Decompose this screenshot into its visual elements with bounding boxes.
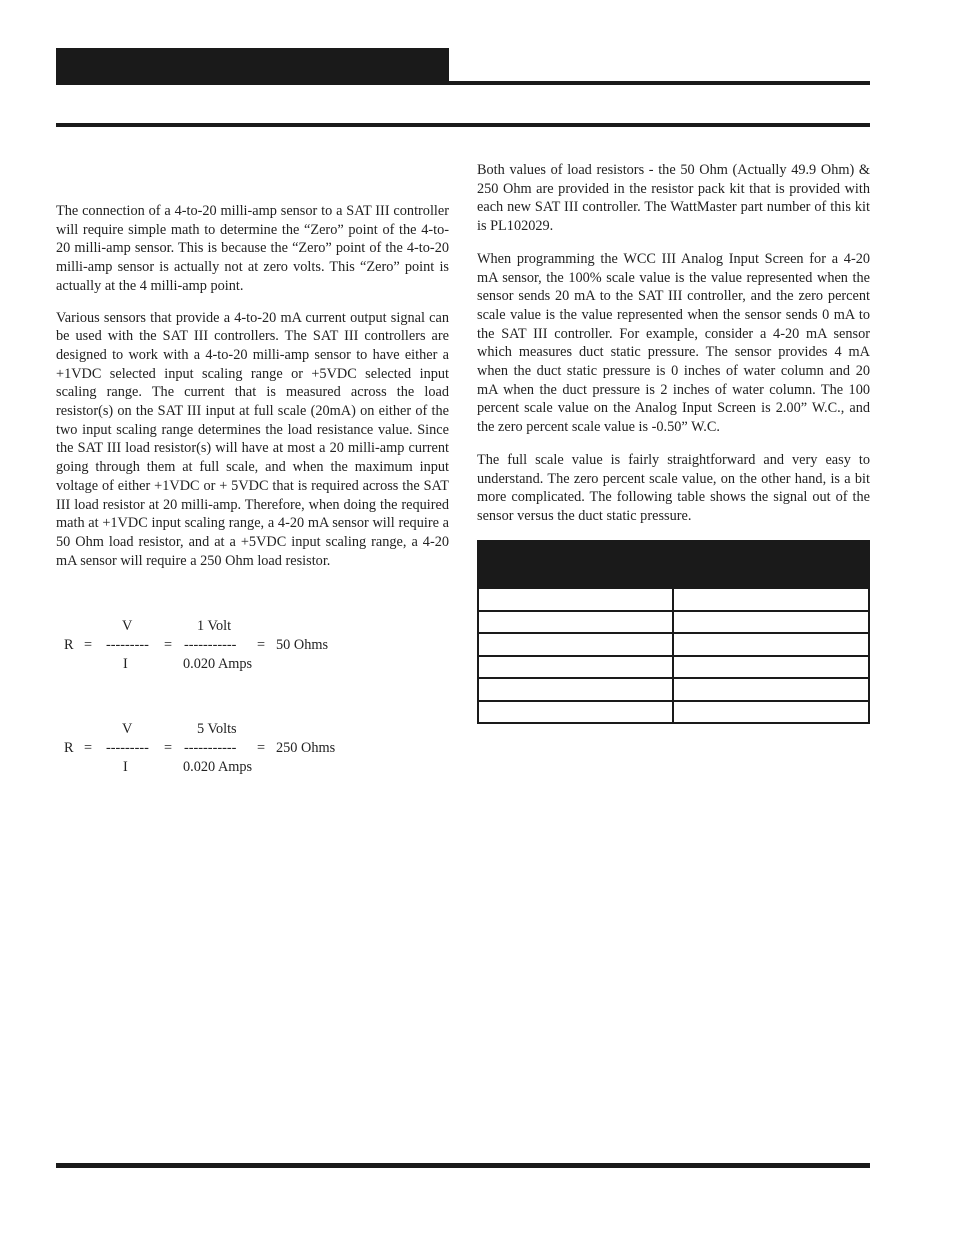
section-rule bbox=[56, 123, 870, 127]
paragraph-zero-point: The connection of a 4-to-20 milli-amp sensor to a SAT III controller will require simple math to determine the “Zero” point of the 4-to-20 milli-amp sensor. This is because the “Zero” point of the 4-to-20 milli-amp sensor is actually not at zero volts. This “Zero” point is actually at the 4 milli-amp point. bbox=[56, 203, 449, 294]
paragraph-load-resistor: Various sensors that provide a 4-to-20 mA current output signal can be used with the SAT III controllers. The SAT III controllers are designed to work with a 4-to-20 milli-amp sensor to have either a +1VDC selected input scaling range or +5VDC selected input scaling range. The current that is measured across the load resistor(s) on the SAT III input at full scale (20mA) on either of the two input scaling range determines the load resistance value. Since the SAT III load resistor(s) will have at most a 20 milli-amp current going through them at full scale, and when the maximum input voltage of either +1VDC or + 5VDC that is required across the SAT III load resistor at 20 milli-amp. Therefore, when doing the required math at +1VDC input scaling range, a 4-20 mA sensor will require a 50 Ohm load resistor, and at a +5VDC input scaling range, a 4-20 mA sensor will require a 250 Ohm load resistor. bbox=[56, 309, 449, 569]
paragraph-scale-values: When programming the WCC III Analog Input Screen for a 4-20 mA sensor, the 100% scale value is the value represented when the sensor sends 20 mA to the SAT III controller, and the zero percent scale value is the value represented when the sensor sends 0 mA to the SAT III controller. For example, consider a 4-20 mA sensor which measures duct static pressure. The sensor provides 4 mA when the duct static pressure is 0 inches of water column and 20 mA when the duct pressure is 2 inches of water column. The 100 percent scale value on the Analog Input Screen is 2.00” W.C., and the zero percent scale value is -0.50” W.C. bbox=[477, 250, 870, 436]
table-cell bbox=[478, 611, 673, 634]
table-cell bbox=[673, 701, 869, 724]
table-row bbox=[478, 678, 869, 701]
left-column bbox=[56, 202, 449, 570]
equation-5-volts: R = V --------- I = 5 Volts ----------- 0.020 Amps = 250 Ohms bbox=[64, 721, 336, 775]
table-cell bbox=[478, 588, 673, 611]
table-row bbox=[478, 656, 869, 679]
table-cell bbox=[673, 678, 869, 701]
table-row bbox=[478, 611, 869, 634]
table-cell bbox=[478, 678, 673, 701]
table-cell bbox=[673, 633, 869, 656]
table-row bbox=[478, 701, 869, 724]
footer-rule bbox=[56, 1163, 870, 1168]
table-cell bbox=[673, 611, 869, 634]
right-column bbox=[477, 161, 870, 526]
signal-pressure-table bbox=[477, 540, 870, 724]
table-header-cell bbox=[673, 541, 869, 588]
table-header-cell bbox=[478, 541, 673, 588]
table-header-row bbox=[478, 541, 869, 588]
table-cell bbox=[478, 633, 673, 656]
equation-1-volt: R = V --------- I = 1 Volt ----------- 0.020 Amps = 50 Ohms bbox=[64, 618, 329, 672]
table-cell bbox=[478, 701, 673, 724]
header-bar bbox=[56, 48, 449, 81]
table-row bbox=[478, 633, 869, 656]
table-row bbox=[478, 588, 869, 611]
table-cell bbox=[673, 656, 869, 679]
paragraph-resistor-kit: Both values of load resistors - the 50 Ohm (Actually 49.9 Ohm) & 250 Ohm are provided in the resistor pack kit that is provided with each new SAT III controller. The WattMaster part number of this kit is PL102029. bbox=[477, 162, 870, 235]
paragraph-zero-scale: The full scale value is fairly straightforward and very easy to understand. The zero percent scale value, on the other hand, is a bit more complicated. The following table shows the signal out of the sensor versus the duct static pressure. bbox=[477, 451, 870, 524]
table-cell bbox=[673, 588, 869, 611]
table-cell bbox=[478, 656, 673, 679]
header-rule bbox=[56, 81, 870, 85]
